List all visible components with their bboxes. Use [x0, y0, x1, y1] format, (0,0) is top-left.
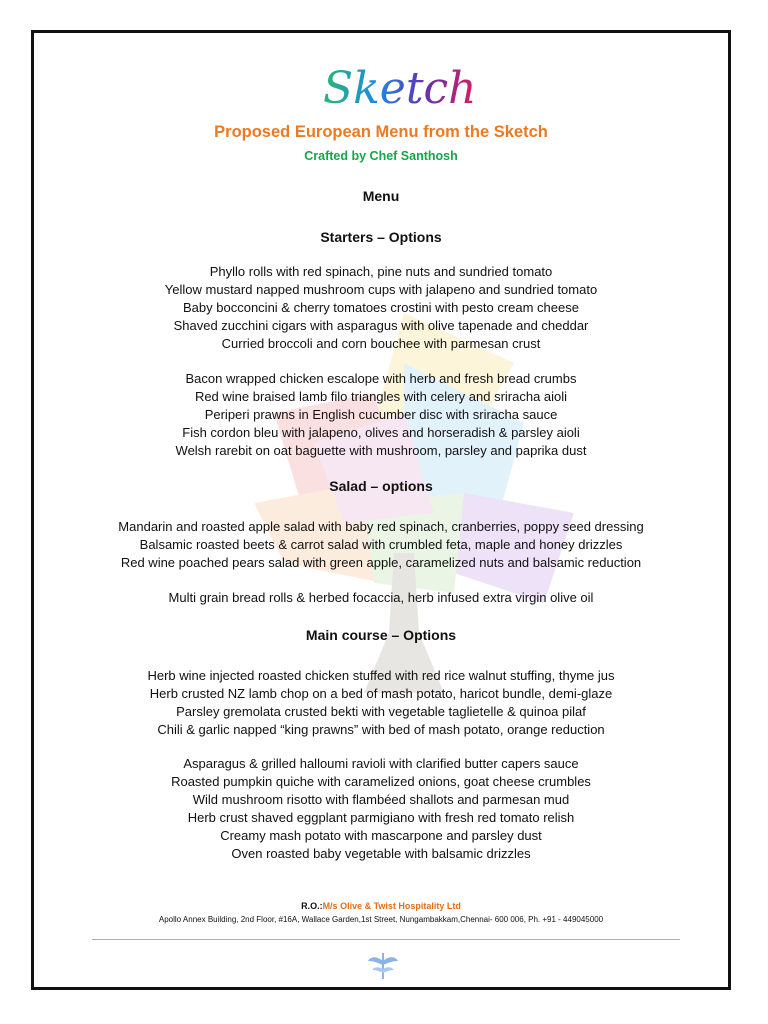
bread-item-block — [34, 589, 728, 607]
menu-item: Parsley gremolata crusted bekti with vegetable taglietelle & quinoa pilaf — [176, 704, 586, 719]
menu-item: Asparagus & grilled halloumi ravioli with clarified butter capers sauce — [183, 756, 579, 771]
starters-list-2 — [34, 370, 728, 460]
menu-page-frame — [31, 30, 731, 990]
menu-item: Balsamic roasted beets & carrot salad with crumbled feta, maple and honey drizzles — [139, 537, 623, 552]
menu-item: Phyllo rolls with red spinach, pine nuts and sundried tomato — [209, 264, 553, 279]
menu-item: Periperi prawns in English cucumber disc with sriracha sauce — [204, 407, 558, 422]
menu-item: Mandarin and roasted apple salad with baby red spinach, cranberries, poppy seed dressing — [118, 519, 644, 534]
address: Apollo Annex Building, 2nd Floor, #16A, Wallace Garden,1st Street, Nungambakkam,Chennai- 600 006, Ph. +91 - 449045000 — [158, 915, 604, 924]
page-subtitle: Crafted by Chef Santhosh — [304, 149, 458, 163]
starters-list-1 — [34, 263, 728, 353]
main-course-heading: Main course – Options — [305, 627, 457, 643]
menu-item: Chili & garlic napped “king prawns” with bed of mash potato, orange reduction — [157, 722, 605, 737]
salad-heading: Salad – options — [329, 478, 433, 494]
menu-item: Curried broccoli and corn bouchee with parmesan crust — [221, 336, 541, 351]
menu-item: Herb crusted NZ lamb chop on a bed of mash potato, haricot bundle, demi-glaze — [149, 686, 613, 701]
menu-item: Fish cordon bleu with jalapeno, olives and horseradish & parsley aioli — [182, 425, 580, 440]
menu-item: Creamy mash potato with mascarpone and parsley dust — [220, 828, 542, 843]
main-course-list-1 — [34, 667, 728, 739]
sketch-logo-icon — [319, 51, 477, 121]
menu-item: Herb wine injected roasted chicken stuffed with red rice walnut stuffing, thyme jus — [147, 668, 615, 683]
ro-company: M/s Olive & Twist Hospitality Ltd — [322, 901, 461, 911]
menu-content — [34, 33, 728, 987]
menu-item: Yellow mustard napped mushroom cups with jalapeno and sundried tomato — [164, 282, 598, 297]
menu-item: Welsh rarebit on oat baguette with mushroom, parsley and paprika dust — [175, 443, 587, 458]
menu-item: Herb crust shaved eggplant parmigiano with fresh red tomato relish — [187, 810, 575, 825]
ro-label: R.O.: — [301, 901, 323, 911]
starters-heading: Starters – Options — [320, 229, 442, 245]
menu-heading: Menu — [362, 188, 400, 204]
menu-item: Multi grain bread rolls & herbed focaccia, herb infused extra virgin olive oil — [168, 590, 594, 605]
salad-list — [34, 518, 728, 572]
menu-item: Oven roasted baby vegetable with balsamic drizzles — [231, 846, 531, 861]
svg-text:Sketch: Sketch — [323, 63, 477, 114]
footer-divider — [92, 939, 680, 940]
menu-item: Red wine poached pears salad with green apple, caramelized nuts and balsamic reduction — [120, 555, 642, 570]
menu-item: Roasted pumpkin quiche with caramelized onions, goat cheese crumbles — [171, 774, 591, 789]
menu-item: Red wine braised lamb filo triangles with celery and sriracha aioli — [194, 389, 568, 404]
page-title: Proposed European Menu from the Sketch — [214, 123, 548, 141]
menu-item: Shaved zucchini cigars with asparagus with olive tapenade and cheddar — [173, 318, 589, 333]
menu-item: Wild mushroom risotto with flambéed shallots and parmesan mud — [192, 792, 570, 807]
menu-item: Baby bocconcini & cherry tomatoes crostini with pesto cream cheese — [183, 300, 579, 315]
main-course-list-2 — [34, 755, 728, 863]
olive-branch-icon — [366, 949, 400, 983]
registered-office — [34, 901, 728, 911]
menu-item: Bacon wrapped chicken escalope with herb and fresh bread crumbs — [185, 371, 577, 386]
